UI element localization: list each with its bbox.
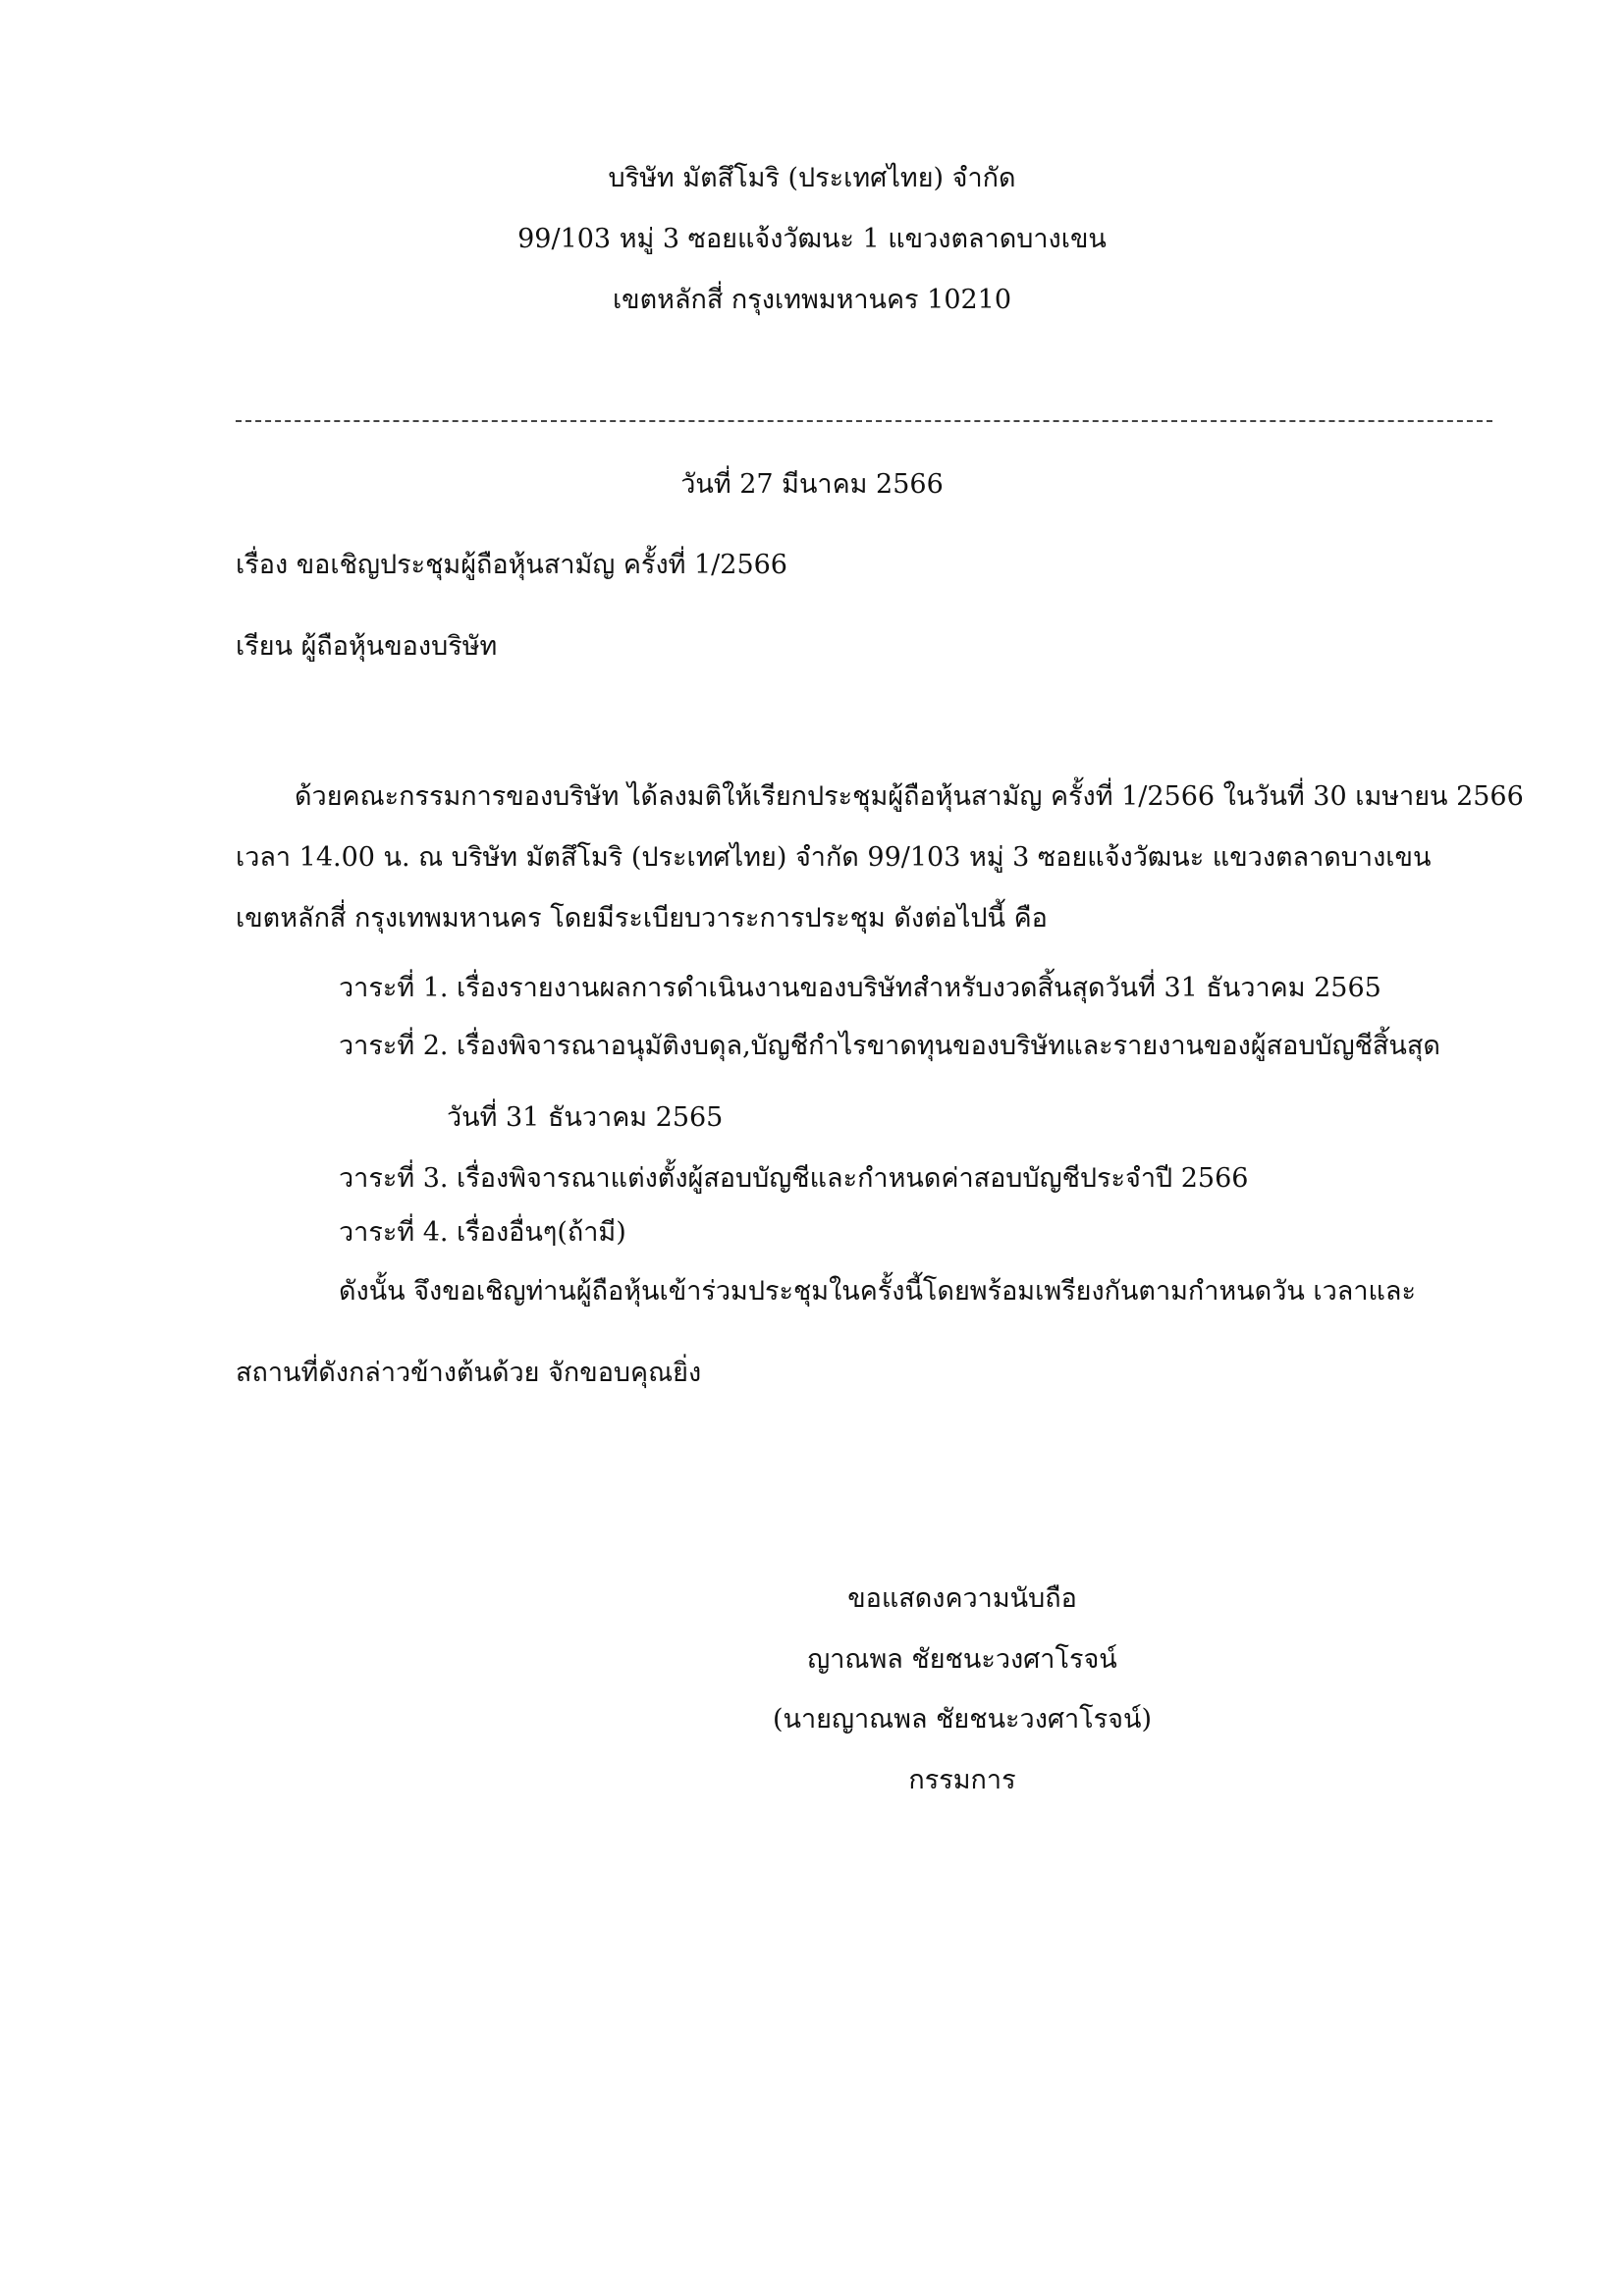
agenda-item-1: วาระที่ 1. เรื่องรายงานผลการดำเนินงานของบริษัทสำหรับงวดสิ้นสุดวันที่ 31 ธันวาคม 2565 [339, 973, 1381, 1003]
letter-addressee: เรียน ผู้ถือหุ้นของบริษัท [236, 631, 498, 662]
body-paragraph-line2: เวลา 14.00 น. ณ บริษัท มัตสึโมริ (ประเทศไทย) จำกัด 99/103 หมู่ 3 ซอยแจ้งวัฒนะ แขวงตลาดบางเขน [236, 842, 1432, 873]
agenda-item-3: วาระที่ 3. เรื่องพิจารณาแต่งตั้งผู้สอบบัญชีและกำหนดค่าสอบบัญชีประจำปี 2566 [339, 1163, 1249, 1194]
closing-line1: ดังนั้น จึงขอเชิญท่านผู้ถือหุ้นเข้าร่วมประชุมในครั้งนี้โดยพร้อมเพรียงกันตามกำหนดวัน เวลาและ [339, 1276, 1416, 1307]
company-address-line1: 99/103 หมู่ 3 ซอยแจ้งวัฒนะ 1 แขวงตลาดบางเขน [517, 224, 1107, 254]
letter-subject: เรื่อง ขอเชิญประชุมผู้ถือหุ้นสามัญ ครั้งที่ 1/2566 [236, 550, 787, 580]
closing-line2: สถานที่ดังกล่าวข้างต้นด้วย จักขอบคุณยิ่ง [236, 1358, 702, 1388]
signature-regards: ขอแสดงความนับถือ [847, 1583, 1077, 1614]
body-paragraph-line1: ด้วยคณะกรรมการของบริษัท ได้ลงมติให้เรียกประชุมผู้ถือหุ้นสามัญ ครั้งที่ 1/2566 ในวันที่ 30 เมษายน 2566 [295, 781, 1524, 812]
company-address-line2: เขตหลักสี่ กรุงเทพมหานคร 10210 [612, 285, 1012, 315]
header-divider [236, 420, 1492, 422]
signature-title: กรรมการ [908, 1765, 1016, 1795]
company-name: บริษัท มัตสึโมริ (ประเทศไทย) จำกัด [608, 163, 1016, 193]
agenda-item-4: วาระที่ 4. เรื่องอื่นๆ(ถ้ามี) [339, 1217, 626, 1248]
signature-name: ญาณพล ชัยชนะวงศาโรจน์ [807, 1644, 1117, 1675]
agenda-item-2-continuation: วันที่ 31 ธันวาคม 2565 [447, 1102, 724, 1133]
body-paragraph-line3: เขตหลักสี่ กรุงเทพมหานคร โดยมีระเบียบวาระการประชุม ดังต่อไปนี้ คือ [236, 903, 1048, 934]
signature-printed-name: (นายญาณพล ชัยชนะวงศาโรจน์) [772, 1704, 1152, 1735]
agenda-item-2: วาระที่ 2. เรื่องพิจารณาอนุมัติงบดุล,บัญชีกำไรขาดทุนของบริษัทและรายงานของผู้สอบบัญชีสิ้นสุด [339, 1031, 1440, 1061]
letter-date: วันที่ 27 มีนาคม 2566 [680, 469, 944, 500]
